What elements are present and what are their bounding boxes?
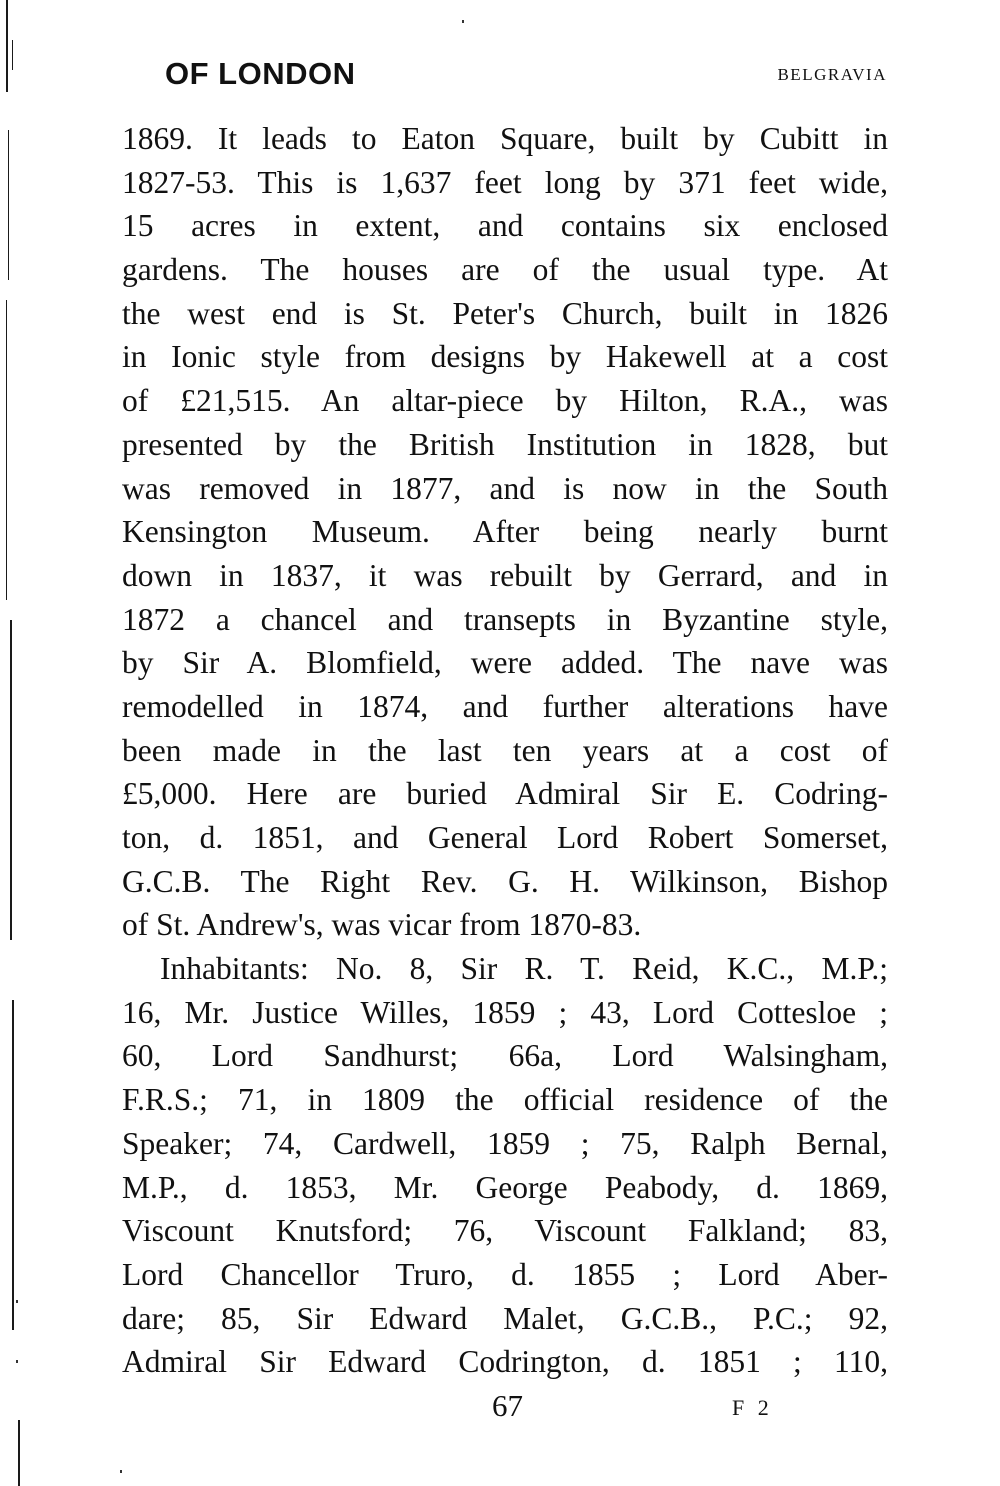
text-line: M.P., d. 1853, Mr. George Peabody, d. 1869, [122, 1169, 888, 1205]
text-line: 16, Mr. Justice Willes, 1859 ; 43, Lord Cottesloe ; [122, 994, 888, 1030]
text-line: been made in the last ten years at a cost of [122, 732, 888, 768]
text-line: Kensington Museum. After being nearly burnt [122, 514, 888, 550]
page-number: 67 [492, 1388, 523, 1423]
text-line: down in 1837, it was rebuilt by Gerrard, and in [122, 557, 888, 593]
text-line: dare; 85, Sir Edward Malet, G.C.B., P.C.; 92, [122, 1300, 888, 1336]
page-body [122, 117, 888, 1384]
running-header [165, 52, 887, 102]
text-line: Lord Chancellor Truro, d. 1855 ; Lord Aber- [122, 1256, 888, 1292]
text-line: the west end is St. Peter's Church, built in 1826 [122, 295, 888, 331]
text-line: Admiral Sir Edward Codrington, d. 1851 ; 110, [122, 1344, 888, 1380]
paragraph-eaton-square [122, 117, 888, 947]
text-line: £5,000. Here are buried Admiral Sir E. Codring- [122, 776, 888, 812]
text-line: remodelled in 1874, and further alterations have [122, 688, 888, 724]
text-line: 1869. It leads to Eaton Square, built by Cubitt in [122, 121, 888, 156]
text-line: Inhabitants: No. 8, Sir R. T. Reid, K.C., M.P.; [160, 951, 888, 987]
signature-mark: F 2 [732, 1395, 773, 1420]
text-line: Viscount Knutsford; 76, Viscount Falkland; 83, [122, 1213, 888, 1249]
scanned-page-edge [0, 0, 22, 1486]
text-line: was removed in 1877, and is now in the South [122, 470, 888, 506]
text-line: of St. Andrew's, was vicar from 1870-83. [122, 907, 642, 943]
text-line: 15 acres in extent, and contains six enclosed [122, 208, 888, 244]
text-line: gardens. The houses are of the usual type. At [122, 252, 888, 288]
text-line: F.R.S.; 71, in 1809 the official residence of the [122, 1082, 888, 1118]
text-line: 60, Lord Sandhurst; 66a, Lord Walsingham, [122, 1038, 888, 1074]
text-line: in Ionic style from designs by Hakewell at a cost [122, 339, 888, 375]
running-title: OF LONDON [165, 56, 356, 91]
paragraph-inhabitants [122, 947, 888, 1384]
text-line: 1827-53. This is 1,637 feet long by 371 feet wide, [122, 164, 888, 200]
text-line: G.C.B. The Right Rev. G. H. Wilkinson, Bishop [122, 863, 888, 899]
text-line: presented by the British Institution in 1828, but [122, 426, 888, 462]
text-line: by Sir A. Blomfield, were added. The nave was [122, 645, 888, 681]
text-line: ton, d. 1851, and General Lord Robert Somerset, [122, 820, 888, 855]
text-line: of £21,515. An altar-piece by Hilton, R.A., was [122, 383, 888, 419]
text-line: 1872 a chancel and transepts in Byzantine style, [122, 601, 888, 637]
section-title: BELGRAVIA [777, 65, 887, 84]
text-line: Speaker; 74, Cardwell, 1859 ; 75, Ralph Bernal, [122, 1125, 888, 1161]
